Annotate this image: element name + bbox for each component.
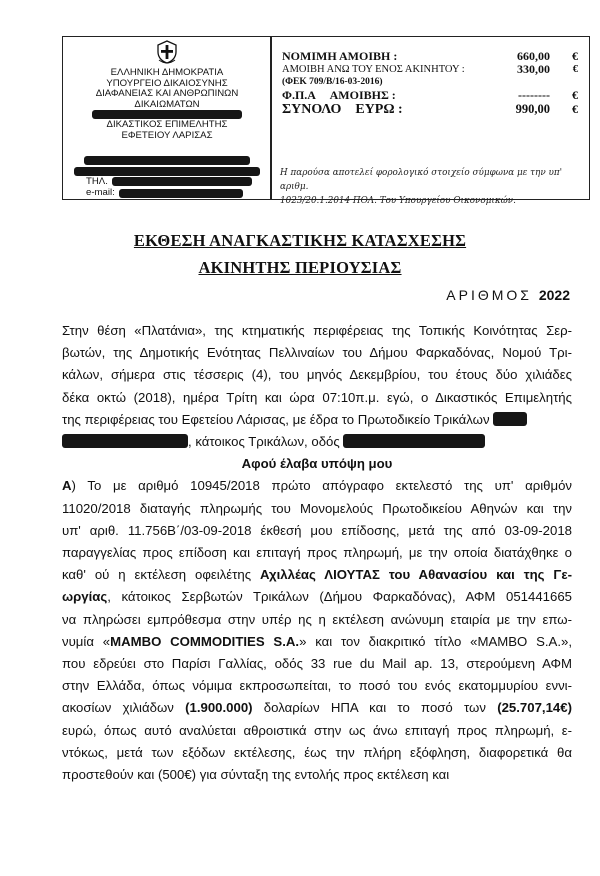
office-line-2: ΕΦΕΤΕΙΟΥ ΛΑΡΙΣΑΣ xyxy=(121,129,213,141)
para1-line-6 xyxy=(62,431,572,453)
para1-line-1: Στην θέση «Πλατάνια», της κτηματικής περιφέρειας της Τοπικής Κοινότητας Σερ- xyxy=(62,323,572,338)
para1-line-5 xyxy=(62,409,572,431)
tax-note xyxy=(280,166,586,208)
redaction-phone xyxy=(112,177,252,186)
redaction-address-2 xyxy=(74,167,260,176)
para2-line-13: ντόκως, μετά των εξόδων εκτέλεσης, έως την πλήρη εξόφληση, διαφορετικά θα xyxy=(62,744,572,760)
ministry-line-1: ΥΠΟΥΡΓΕΙΟ ΔΙΚΑΙΟΣΥΝΗΣ xyxy=(106,77,228,89)
email-label: e-mail: xyxy=(86,187,115,199)
para2-line-3: υπ' αριθ. 11.756Β΄/03-09-2018 έκθεσή μου επίδοσης, μετά της από 03-09-2018 xyxy=(62,522,572,538)
country-name: ΕΛΛΗΝΙΚΗ ΔΗΜΟΚΡΑΤΙΑ xyxy=(110,67,224,78)
email-row xyxy=(64,188,270,199)
para1-line-5-text: της περιφέρειας του Εφετείου Λάρισας, με έδρα το Πρωτοδικείο Τρικάλων xyxy=(62,411,490,427)
extra-fee-label: ΑΜΟΙΒΗ ΑΝΩ ΤΟΥ ΕΝΟΣ ΑΚΙΝΗΤΟΥ : xyxy=(282,64,465,75)
creditor-name: MAMBO COMMODITIES S.A. xyxy=(110,633,300,649)
para2-line-8-text-a: νυμία « xyxy=(62,633,111,649)
document-title-line-2: ΑΚΙΝΗΤΗΣ ΠΕΡΙΟΥΣΙΑΣ xyxy=(198,258,402,277)
ministry-line-3: ΔΙΚΑΙΩΜΑΤΩΝ xyxy=(134,98,200,110)
para2-line-11-text-a: ακοσίων χιλιάδων xyxy=(62,700,186,716)
issuer-block xyxy=(64,40,270,200)
amount-eur: (25.707,14€) xyxy=(497,700,572,716)
phone-label: ΤΗΛ. xyxy=(86,175,108,187)
para2-line-8-text-c: » και τον διακριτικό τίτλο «MAMBO S.A.», xyxy=(299,633,572,649)
ministry-line-2: ΔΙΑΦΑΝΕΙΑΣ ΚΑΙ ΑΝΘΡΩΠΙΝΩΝ xyxy=(95,88,239,100)
number-label: ΑΡΙΘΜΟΣ xyxy=(446,287,532,303)
para2-line-14: προστεθούν και (500€) για σύνταξη της εντολής προς εκτέλεση και xyxy=(62,767,450,783)
para2-line-2: 11020/2018 διαταγής πληρωμής του Μονομελούς Πρωτοδικείου Αθηνών και την xyxy=(62,500,572,516)
tax-note-line-2: 1023/20.1.2014 ΠΟΛ. Του Υπουργείου Οικονομικών. xyxy=(280,196,516,206)
redaction-inline xyxy=(493,412,527,426)
tax-note-line-1: Η παρούσα αποτελεί φορολογικό στοιχείο σύμφωνα με την υπ' αριθμ. xyxy=(280,168,563,192)
fees-block xyxy=(276,50,582,117)
amount-usd: (1.900.000) xyxy=(185,700,253,716)
para2-line-7: να πληρώσει εμπρόθεσμα στην υπέρ ης η εκτέλεση ανώνυμη εταιρία με την επω- xyxy=(62,611,572,627)
para1-line-6-text: , κάτοικος Τρικάλων, οδός xyxy=(188,434,340,450)
redaction-email xyxy=(119,189,243,198)
euro-sign: € xyxy=(572,88,578,102)
para1-line-3: κάλων, σήμερα στις τέσσερις (4), του μηνός Δεκεμβρίου, του έτους δύο χιλιάδες xyxy=(62,367,572,383)
para2-line-10: στην Ελλάδα, όπως νόμιμα εκπροσωπείται, το ποσό του ενός εκατομμυρίου εννι- xyxy=(62,678,572,694)
para2-line-5-text: καθ' ού η εκτέλεση οφειλέτης xyxy=(62,567,260,583)
office-line-1: ΔΙΚΑΣΤΙΚΟΣ ΕΠΙΜΕΛΗΤΗΣ xyxy=(106,119,228,131)
para2-line-1-text: ) Το με αριθμό 10945/2018 πρώτο απόγραφο εκτελεστό της υπ' αριθμόν xyxy=(71,478,572,494)
total-label: ΣΥΝΟΛΟ ΕΥΡΩ : xyxy=(282,102,403,117)
para2-line-4: παραγγελίας προς επίδοση και επιταγή προς πληρωμή, με την οποία διατάχθηκε ο xyxy=(62,545,572,561)
euro-sign: € xyxy=(572,102,578,116)
document-body xyxy=(62,320,572,786)
redaction-inline xyxy=(343,434,485,448)
section-marker: Α xyxy=(62,478,72,494)
greek-emblem-icon xyxy=(156,40,178,64)
para2-line-1 xyxy=(62,475,572,497)
para2-line-6-text: , κάτοικος Σερβωτών Τρικάλων (Δήμου Φαρκαδόνας), ΑΦΜ 051441665 xyxy=(107,589,572,605)
extra-fee-value: 330,00 xyxy=(517,62,550,76)
document-number xyxy=(446,287,570,303)
total-value: 990,00 xyxy=(515,102,550,116)
debtor-name-end: ωργίας xyxy=(62,589,108,605)
total-row xyxy=(276,102,582,117)
euro-sign: € xyxy=(572,64,578,75)
para1-line-2: βωτών, της Δημοτικής Ενότητας Πελλιναίων του Δήμου Φαρκαδόνας, Νομού Τρι- xyxy=(62,345,572,361)
document-title-line-1: ΕΚΘΕΣΗ ΑΝΑΓΚΑΣΤΙΚΗΣ ΚΑΤΑΣΧΕΣΗΣ xyxy=(133,231,467,250)
vat-row xyxy=(276,89,582,102)
extra-fee-row xyxy=(276,63,582,76)
decree-ref: (ΦΕΚ 709/Β/16-03-2016) xyxy=(282,77,383,87)
para2-line-11 xyxy=(62,697,572,719)
para2-line-11-text-c: δολαρίων ΗΠΑ και το ποσό των xyxy=(252,700,498,716)
vat-label: Φ.Π.Α ΑΜΟΙΒΗΣ : xyxy=(282,88,396,102)
subheading: Αφού έλαβα υπόψη μου xyxy=(241,456,393,472)
legal-fee-value: 660,00 xyxy=(517,49,550,63)
para2-line-8 xyxy=(62,631,572,653)
legal-fee-label: ΝΟΜΙΜΗ ΑΜΟΙΒΗ : xyxy=(282,49,398,63)
phone-row xyxy=(64,177,270,188)
redaction-inline xyxy=(62,434,188,448)
para2-line-12: ευρώ, όπως αυτό αναλύεται αθροιστικά στην ως άνω επιταγή προς πληρωμή, ε- xyxy=(62,722,572,738)
number-value: 2022 xyxy=(538,287,570,303)
para2-line-9: που εδρεύει στο Παρίσι Γαλλίας, οδός 33 rue du Mail ap. 13, στερούμενη ΑΦΜ xyxy=(62,656,572,672)
header-divider xyxy=(270,36,272,200)
para2-line-6 xyxy=(62,586,572,608)
debtor-name: Αχιλλέας ΛΙΟΥΤΑΣ του Αθανασίου και της Γε- xyxy=(259,567,572,583)
para1-line-4: δέκα οκτώ (2018), ημέρα Τρίτη και ώρα 07:10π.μ. εγώ, ο Δικαστικός Επιμελητής xyxy=(62,389,572,405)
vat-value: -------- xyxy=(518,88,550,102)
para2-line-5 xyxy=(62,564,572,586)
redaction-name xyxy=(92,110,242,119)
redaction-address-1 xyxy=(84,156,250,165)
euro-sign: € xyxy=(572,49,578,63)
